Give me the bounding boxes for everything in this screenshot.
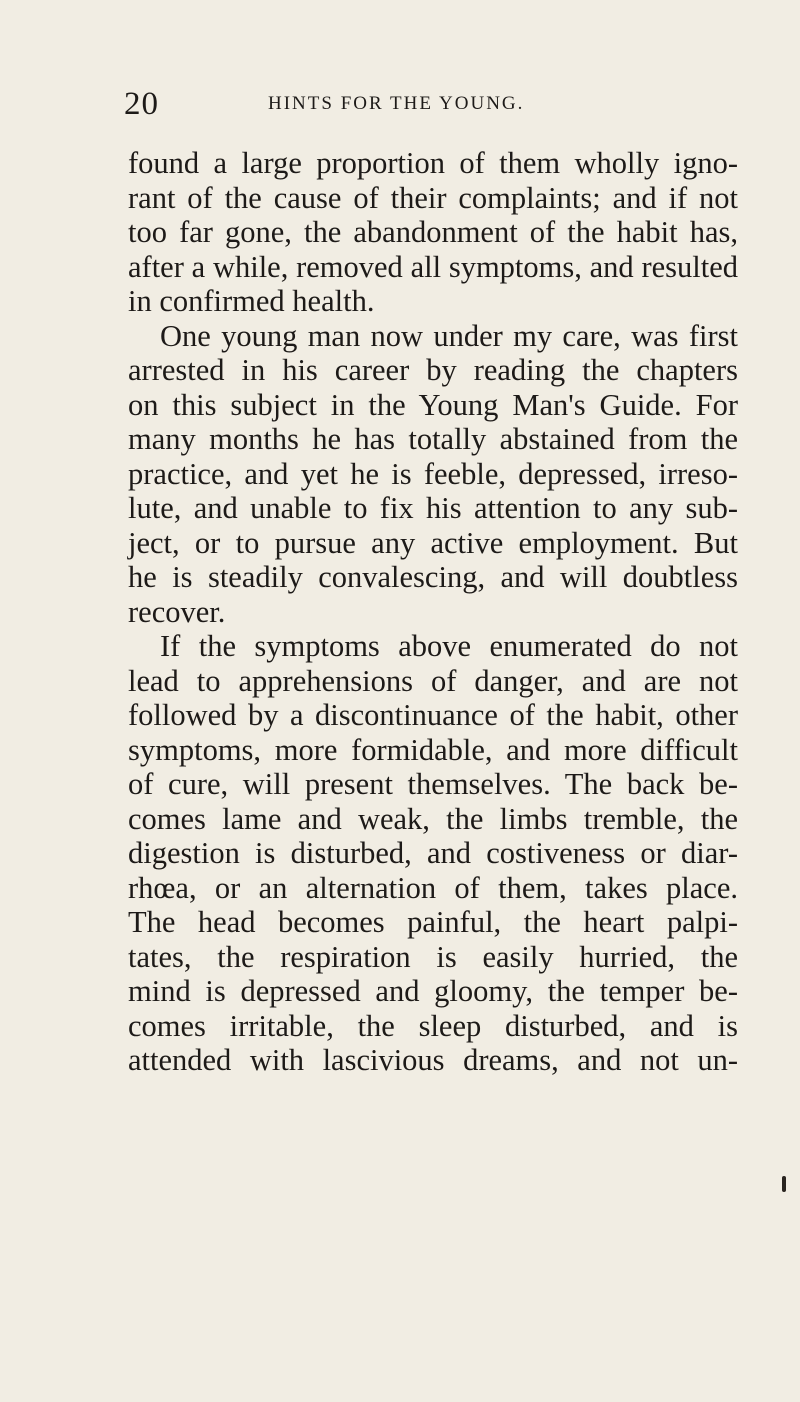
page-header [0, 86, 800, 122]
text-line: found a large proportion of them wholly igno- [128, 146, 738, 180]
text-line: in confirmed health. [128, 284, 375, 318]
text-line: lute, and unable to fix his attention to any sub- [128, 491, 738, 525]
text-line: rant of the cause of their complaints; and if not [128, 180, 738, 215]
text-line: he is steadily convalescing, and will doubtless [128, 560, 738, 594]
text-line: too far gone, the abandonment of the habit has, [128, 215, 738, 249]
text-line: comes lame and weak, the limbs tremble, the [128, 801, 738, 836]
text-line: of cure, will present themselves. The back be- [128, 767, 738, 801]
text-line: rhœa, or an alternation of them, takes place. [128, 870, 738, 905]
text-line: tates, the respiration is easily hurried, the [128, 939, 738, 974]
text-line: The head becomes painful, the heart palpi- [128, 905, 738, 939]
margin-ink-mark [782, 1176, 786, 1192]
text-line: One young man now under my care, was first [160, 318, 738, 353]
text-line: many months he has totally abstained from the [128, 422, 738, 456]
text-line: arrested in his career by reading the chapters [128, 353, 738, 387]
text-line: followed by a discontinuance of the habit, other [128, 698, 738, 732]
text-line: digestion is disturbed, and costiveness or diar- [128, 836, 738, 870]
text-line: recover. [128, 594, 226, 629]
text-line: symptoms, more formidable, and more difficult [128, 732, 738, 767]
text-line: lead to apprehensions of danger, and are not [128, 663, 738, 698]
running-head: HINTS FOR THE YOUNG. [268, 93, 525, 114]
text-line: ject, or to pursue any active employment. But [128, 525, 738, 560]
text-line: on this subject in the Young Man's Guide. For [128, 387, 738, 422]
page-number: 20 [124, 86, 159, 122]
text-line: If the symptoms above enumerated do not [160, 629, 738, 663]
text-line: attended with lascivious dreams, and not un- [128, 1043, 738, 1077]
text-line: practice, and yet he is feeble, depressed, irreso- [128, 456, 738, 491]
text-line: mind is depressed and gloomy, the temper be- [128, 974, 738, 1008]
body-text [128, 146, 738, 1078]
text-line: comes irritable, the sleep disturbed, and is [128, 1008, 738, 1043]
text-line: after a while, removed all symptoms, and resulted [128, 249, 738, 284]
